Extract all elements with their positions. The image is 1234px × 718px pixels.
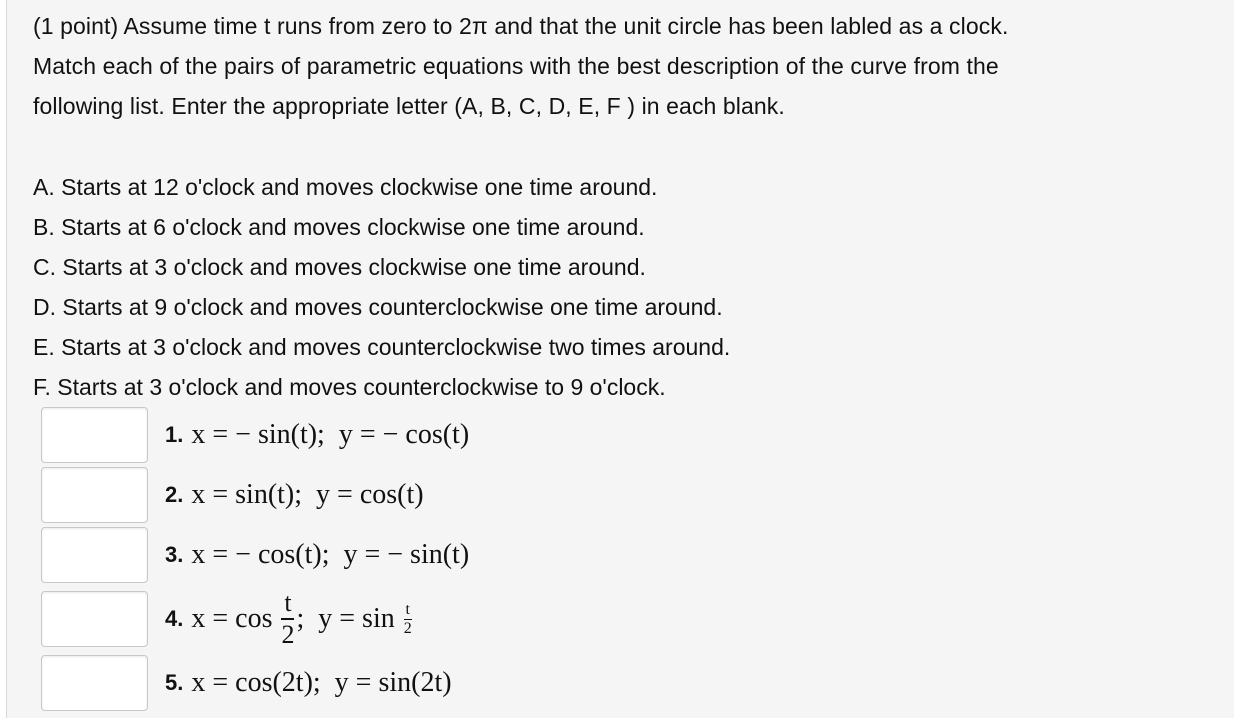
description-list: [33, 167, 1213, 407]
fraction-denominator: 2: [403, 619, 412, 637]
equation-5: [165, 655, 452, 711]
equation-3: [165, 527, 469, 583]
question-row-5: [41, 655, 1221, 713]
answer-input-3[interactable]: [41, 527, 148, 583]
description-option-f: F. Starts at 3 o'clock and moves counterclockwise to 9 o'clock.: [33, 374, 666, 400]
answer-input-2[interactable]: [41, 467, 148, 523]
question-number: 2.: [165, 482, 184, 507]
question-number: 1.: [165, 422, 184, 447]
question-row-3: [41, 527, 1221, 585]
question-number: 3.: [165, 542, 184, 567]
equation-text-x: x = cos: [191, 603, 280, 634]
problem-statement-line: Match each of the pairs of parametric equations with the best description of the curve from the: [33, 53, 999, 79]
problem-panel: [6, 0, 1234, 718]
equation-text: x = cos(2t); y = sin(2t): [191, 667, 452, 698]
fraction-t-over-2-small: [404, 602, 412, 637]
question-number: 4.: [165, 606, 184, 631]
equation-text-y: ; y = sin: [296, 603, 402, 634]
answer-input-5[interactable]: [41, 655, 148, 711]
equation-text: x = sin(t); y = cos(t): [191, 479, 424, 510]
answer-input-1[interactable]: [41, 407, 148, 463]
question-number: 5.: [165, 670, 184, 695]
equation-2: [165, 467, 424, 523]
problem-statement-line: following list. Enter the appropriate letter (A, B, C, D, E, F ) in each blank.: [33, 93, 785, 119]
problem-statement: [33, 6, 1229, 126]
fraction-denominator: 2: [281, 620, 295, 649]
equation-text: x = − cos(t); y = − sin(t): [191, 539, 470, 570]
answer-input-4[interactable]: [41, 591, 148, 647]
question-row-1: [41, 407, 1221, 465]
description-option-e: E. Starts at 3 o'clock and moves counterclockwise two times around.: [33, 334, 731, 360]
description-option-a: A. Starts at 12 o'clock and moves clockwise one time around.: [33, 174, 658, 200]
description-option-b: B. Starts at 6 o'clock and moves clockwise one time around.: [33, 214, 645, 240]
fraction-numerator: t: [284, 588, 292, 617]
problem-statement-line: (1 point) Assume time t runs from zero to 2π and that the unit circle has been labled as a clock.: [33, 13, 1009, 39]
equation-text: x = − sin(t); y = − cos(t): [191, 419, 470, 450]
fraction-numerator: t: [405, 600, 410, 618]
equation-1: [165, 407, 469, 463]
fraction-t-over-2: [281, 590, 294, 648]
description-option-c: C. Starts at 3 o'clock and moves clockwise one time around.: [33, 254, 646, 280]
question-row-2: [41, 467, 1221, 525]
description-option-d: D. Starts at 9 o'clock and moves counterclockwise one time around.: [33, 294, 723, 320]
equation-4: [165, 588, 414, 649]
question-row-4: [41, 588, 1221, 649]
